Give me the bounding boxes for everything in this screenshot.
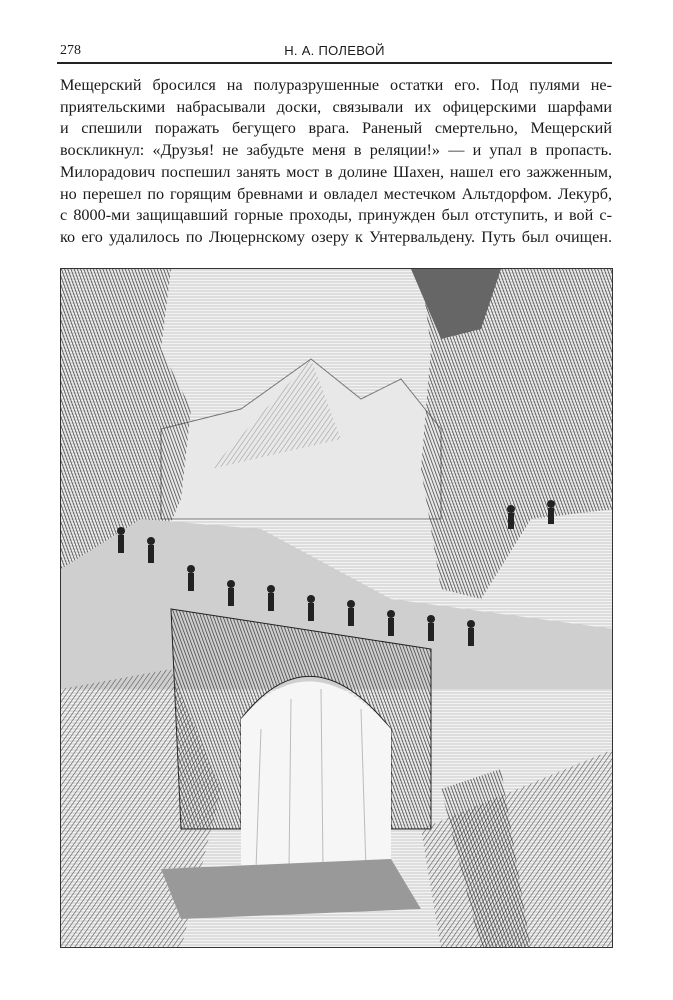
text-line: и спешили поражать бегущего врага. Раненый смертельно, Мещерский: [60, 119, 612, 138]
text-line: Мещерский бросился на полуразрушенные остатки его. Под пулями не-: [60, 76, 612, 94]
text-line: Милорадович поспешил занять мост в долине Шахен, нашел его зажженным,: [60, 162, 612, 181]
page-header: [57, 38, 612, 64]
bridge-battle-engraving: [61, 269, 613, 948]
text-line: воскликнул: «Друзья! не забудьте меня в реляции!» — и упал в пропасть.: [60, 141, 612, 160]
body-paragraph: [60, 75, 612, 249]
text-line: приятельскими набрасывали доски, связывали их офицерскими шарфами: [60, 97, 612, 116]
running-head: Н. А. ПОЛЕВОЙ: [284, 43, 385, 58]
text-line: с 8000-ми защищавший горные проходы, принужден был отступить, и вой с-: [60, 206, 612, 225]
page-number: 278: [60, 43, 81, 58]
text-line: ко его удалилось по Люцернскому озеру к Унтервальдену. Путь был очищен.: [60, 227, 612, 246]
engraving-illustration: [60, 268, 613, 948]
text-line: но перешел по горящим бревнами и овладел местечком Альтдорфом. Лекурб,: [60, 184, 612, 203]
